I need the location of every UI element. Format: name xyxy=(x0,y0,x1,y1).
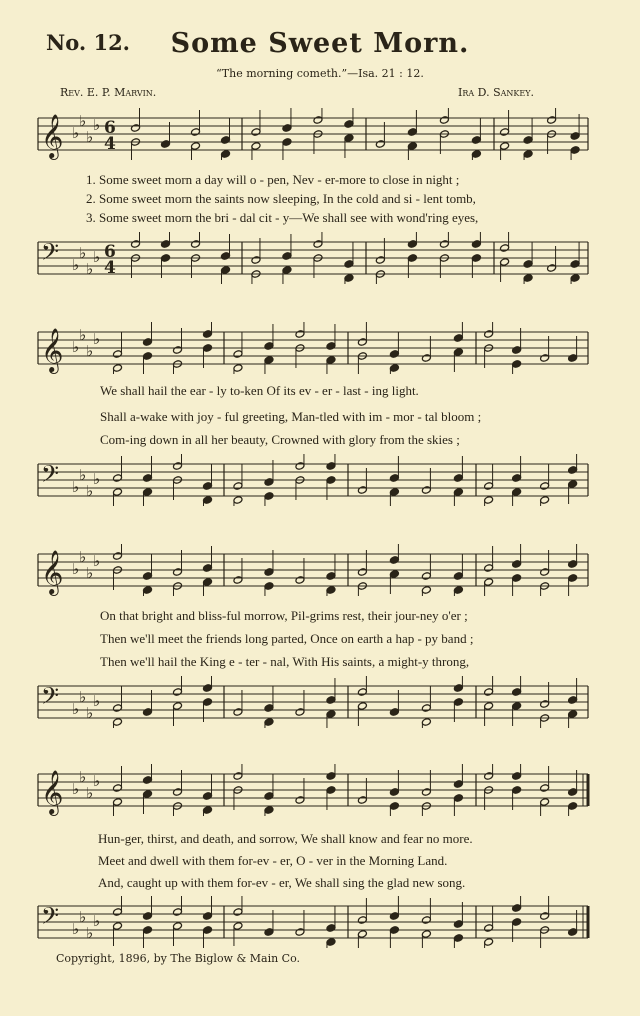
note-head xyxy=(173,702,183,711)
note-head xyxy=(568,928,578,937)
note-head xyxy=(326,356,336,365)
copyright-notice: Copyright, 1896, by The Biglow & Main Co. xyxy=(56,952,301,965)
note-head xyxy=(512,772,522,781)
note-head xyxy=(540,798,550,807)
note-head xyxy=(570,132,580,141)
note-head xyxy=(407,254,417,263)
note-head xyxy=(143,912,153,921)
note-head xyxy=(173,462,183,471)
flat-icon: ♭ xyxy=(79,466,87,484)
note-head xyxy=(143,790,153,799)
note-head xyxy=(143,488,153,497)
note-head xyxy=(113,364,123,373)
note-head xyxy=(113,474,123,483)
note-head xyxy=(357,796,367,805)
note-head xyxy=(264,718,274,727)
note-head xyxy=(453,334,463,343)
note-head xyxy=(203,344,213,353)
lyric-line: Then we'll meet the friends long parted, Once on earth a hap - py band ; xyxy=(100,631,474,646)
note-head xyxy=(389,570,399,579)
note-head xyxy=(313,240,323,249)
note-head xyxy=(540,354,550,363)
note-head xyxy=(173,346,183,355)
time-signature: 4 xyxy=(104,258,116,278)
note-head xyxy=(295,708,305,717)
note-head xyxy=(295,462,305,471)
bass-staff xyxy=(0,454,640,506)
note-head xyxy=(540,482,550,491)
note-head xyxy=(453,698,463,707)
note-head xyxy=(568,696,578,705)
flat-icon: ♭ xyxy=(72,478,80,496)
note-head xyxy=(570,274,580,283)
note-head xyxy=(568,574,578,583)
note-head xyxy=(131,124,141,133)
note-head xyxy=(326,924,336,933)
note-head xyxy=(421,354,431,363)
note-head xyxy=(471,240,481,249)
note-head xyxy=(326,786,336,795)
note-head xyxy=(113,704,123,713)
flat-icon: ♭ xyxy=(93,330,101,348)
lyric-line: Hun-ger, thirst, and death, and sorrow, We shall know and fear no more. xyxy=(98,831,473,846)
flat-icon: ♭ xyxy=(72,700,80,718)
note-head xyxy=(568,802,578,811)
treble-staff xyxy=(0,322,640,374)
note-head xyxy=(203,684,213,693)
note-head xyxy=(295,576,305,585)
note-head xyxy=(453,348,463,357)
note-head xyxy=(357,486,367,495)
note-head xyxy=(326,572,336,581)
note-head xyxy=(203,496,213,505)
note-head xyxy=(344,120,354,129)
note-head xyxy=(203,482,213,491)
note-head xyxy=(540,912,550,921)
note-head xyxy=(233,350,243,359)
composer-credit: Ira D. Sankey. xyxy=(458,86,534,99)
note-head xyxy=(203,698,213,707)
note-head xyxy=(484,772,494,781)
note-head xyxy=(568,788,578,797)
note-head xyxy=(523,260,533,269)
note-head xyxy=(407,128,417,137)
note-head xyxy=(251,142,261,151)
note-head xyxy=(173,788,183,797)
note-head xyxy=(282,138,292,147)
lyric-line: Shall a-wake with joy - ful greeting, Man-tled with im - mor - tal bloom ; xyxy=(100,409,482,424)
note-head xyxy=(389,488,399,497)
note-head xyxy=(233,576,243,585)
note-head xyxy=(264,342,274,351)
note-head xyxy=(326,772,336,781)
note-head xyxy=(264,928,274,937)
note-head xyxy=(500,142,510,151)
bass-staff xyxy=(0,232,640,284)
note-head xyxy=(523,274,533,283)
note-head xyxy=(264,792,274,801)
note-head xyxy=(357,568,367,577)
note-head xyxy=(512,688,522,697)
note-head xyxy=(484,564,494,573)
note-head xyxy=(203,564,213,573)
note-head xyxy=(512,702,522,711)
note-head xyxy=(264,806,274,815)
note-head xyxy=(143,776,153,785)
flat-icon: ♭ xyxy=(72,560,80,578)
note-head xyxy=(203,578,213,587)
note-head xyxy=(512,488,522,497)
note-head xyxy=(203,792,213,801)
note-head xyxy=(512,904,522,913)
flat-icon: ♭ xyxy=(93,248,101,266)
note-head xyxy=(375,140,385,149)
note-head xyxy=(389,912,399,921)
note-head xyxy=(113,922,123,931)
note-head xyxy=(191,128,201,137)
note-head xyxy=(203,806,213,815)
note-head xyxy=(357,916,367,925)
treble-clef-icon: 𝄞 xyxy=(41,550,64,594)
lyric-line: Meet and dwell with them for-ev - er, O - ver in the Morning Land. xyxy=(98,853,448,868)
note-head xyxy=(453,794,463,803)
note-head xyxy=(484,688,494,697)
note-head xyxy=(357,702,367,711)
flat-icon: ♭ xyxy=(93,692,101,710)
flat-icon: ♭ xyxy=(79,548,87,566)
note-head xyxy=(233,482,243,491)
note-head xyxy=(421,916,431,925)
note-head xyxy=(143,352,153,361)
note-head xyxy=(540,568,550,577)
note-head xyxy=(421,930,431,939)
note-head xyxy=(568,480,578,489)
bass-clef-icon: 𝄢 xyxy=(41,902,60,935)
note-head xyxy=(568,710,578,719)
note-head xyxy=(143,572,153,581)
flat-icon: ♭ xyxy=(86,342,94,360)
flat-icon: ♭ xyxy=(79,908,87,926)
treble-staff xyxy=(0,108,640,160)
note-head xyxy=(357,338,367,347)
flat-icon: ♭ xyxy=(93,772,101,790)
note-head xyxy=(540,496,550,505)
note-head xyxy=(203,926,213,935)
note-head xyxy=(570,260,580,269)
note-head xyxy=(540,784,550,793)
treble-staff xyxy=(0,764,640,816)
note-head xyxy=(389,926,399,935)
note-head xyxy=(357,930,367,939)
note-head xyxy=(421,704,431,713)
lyric-line: We shall hail the ear - ly to-ken Of its ev - er - last - ing light. xyxy=(100,383,419,398)
note-head xyxy=(439,116,449,125)
note-head xyxy=(421,788,431,797)
note-head xyxy=(484,330,494,339)
flat-icon: ♭ xyxy=(86,784,94,802)
note-head xyxy=(568,354,578,363)
note-head xyxy=(484,496,494,505)
note-head xyxy=(453,684,463,693)
note-head xyxy=(453,780,463,789)
note-head xyxy=(421,572,431,581)
note-head xyxy=(326,710,336,719)
bass-clef-icon: 𝄢 xyxy=(41,238,60,271)
note-head xyxy=(233,922,243,931)
note-head xyxy=(143,586,153,595)
note-head xyxy=(389,474,399,483)
note-head xyxy=(143,338,153,347)
note-head xyxy=(221,252,231,261)
note-head xyxy=(547,264,557,273)
note-head xyxy=(326,476,336,485)
note-head xyxy=(421,718,431,727)
flat-icon: ♭ xyxy=(79,688,87,706)
note-head xyxy=(251,256,261,265)
flat-icon: ♭ xyxy=(93,552,101,570)
note-head xyxy=(389,556,399,565)
note-head xyxy=(512,360,522,369)
flat-icon: ♭ xyxy=(79,326,87,344)
note-head xyxy=(113,784,123,793)
flat-icon: ♭ xyxy=(72,920,80,938)
note-head xyxy=(143,708,153,717)
note-head xyxy=(161,240,171,249)
note-head xyxy=(282,252,292,261)
bass-staff xyxy=(0,676,640,728)
lyric-line: Then we'll hail the King e - ter - nal, With His saints, a might-y throng, xyxy=(100,654,470,669)
note-head xyxy=(161,254,171,263)
note-head xyxy=(512,474,522,483)
note-head xyxy=(295,928,305,937)
bass-staff xyxy=(0,896,640,948)
note-head xyxy=(568,560,578,569)
note-head xyxy=(173,908,183,917)
note-head xyxy=(484,482,494,491)
note-head xyxy=(221,136,231,145)
note-head xyxy=(264,492,274,501)
note-head xyxy=(264,478,274,487)
treble-clef-icon: 𝄞 xyxy=(41,328,64,372)
flat-icon: ♭ xyxy=(72,124,80,142)
lyric-line: 3. Some sweet morn the bri - dal cit - y—We shall see with wond'ring eyes, xyxy=(86,210,479,225)
note-head xyxy=(421,486,431,495)
note-head xyxy=(344,134,354,143)
note-head xyxy=(568,466,578,475)
note-head xyxy=(203,912,213,921)
note-head xyxy=(471,136,481,145)
note-head xyxy=(326,462,336,471)
flat-icon: ♭ xyxy=(93,470,101,488)
note-head xyxy=(191,240,201,249)
note-head xyxy=(484,578,494,587)
note-head xyxy=(131,240,141,249)
flat-icon: ♭ xyxy=(86,482,94,500)
note-head xyxy=(344,260,354,269)
flat-icon: ♭ xyxy=(86,704,94,722)
time-signature: 6 xyxy=(104,242,116,262)
flat-icon: ♭ xyxy=(72,780,80,798)
note-head xyxy=(113,552,123,561)
note-head xyxy=(389,364,399,373)
note-head xyxy=(570,146,580,155)
flat-icon: ♭ xyxy=(86,564,94,582)
flat-icon: ♭ xyxy=(86,128,94,146)
note-head xyxy=(161,140,171,149)
note-head xyxy=(453,474,463,483)
flat-icon: ♭ xyxy=(79,244,87,262)
note-head xyxy=(233,908,243,917)
lyric-line: Com-ing down in all her beauty, Crowned with glory from the skies ; xyxy=(100,432,460,447)
note-head xyxy=(233,708,243,717)
lyric-line: 2. Some sweet morn the saints now sleeping, In the cold and si - lent tomb, xyxy=(86,191,476,206)
flat-icon: ♭ xyxy=(86,924,94,942)
note-head xyxy=(471,254,481,263)
note-head xyxy=(453,920,463,929)
note-head xyxy=(191,142,201,151)
note-head xyxy=(523,150,533,159)
note-head xyxy=(251,128,261,137)
lyric-line: 1. Some sweet morn a day will o - pen, Nev - er-more to close in night ; xyxy=(86,172,460,187)
flat-icon: ♭ xyxy=(93,116,101,134)
note-head xyxy=(221,150,231,159)
bass-clef-icon: 𝄢 xyxy=(41,460,60,493)
note-head xyxy=(264,704,274,713)
note-head xyxy=(484,938,494,947)
flat-icon: ♭ xyxy=(72,256,80,274)
note-head xyxy=(484,702,494,711)
note-head xyxy=(326,938,336,947)
note-head xyxy=(326,696,336,705)
note-head xyxy=(389,802,399,811)
note-head xyxy=(512,574,522,583)
note-head xyxy=(471,150,481,159)
note-head xyxy=(173,922,183,931)
note-head xyxy=(326,586,336,595)
note-head xyxy=(326,342,336,351)
note-head xyxy=(512,346,522,355)
note-head xyxy=(439,240,449,249)
note-head xyxy=(453,572,463,581)
note-head xyxy=(453,586,463,595)
note-head xyxy=(173,568,183,577)
note-head xyxy=(512,786,522,795)
note-head xyxy=(389,350,399,359)
lyric-line: On that bright and bliss-ful morrow, Pil-grims rest, their jour-ney o'er ; xyxy=(100,608,468,623)
note-head xyxy=(221,266,231,275)
note-head xyxy=(547,116,557,125)
treble-staff xyxy=(0,544,640,596)
note-head xyxy=(264,582,274,591)
note-head xyxy=(113,798,123,807)
lyricist-credit: Rev. E. P. Marvin. xyxy=(60,86,157,99)
note-head xyxy=(113,350,123,359)
note-head xyxy=(113,488,123,497)
note-head xyxy=(500,244,510,253)
note-head xyxy=(295,796,305,805)
note-head xyxy=(295,330,305,339)
note-head xyxy=(407,240,417,249)
note-head xyxy=(523,136,533,145)
note-head xyxy=(389,708,399,717)
lyric-line: And, caught up with them for-ev - er, We shall sing the glad new song. xyxy=(98,875,466,890)
note-head xyxy=(233,772,243,781)
hymn-number: No. 12. xyxy=(46,30,130,55)
note-head xyxy=(282,124,292,133)
time-signature: 6 xyxy=(104,118,116,138)
flat-icon: ♭ xyxy=(86,260,94,278)
flat-icon: ♭ xyxy=(93,912,101,930)
note-head xyxy=(113,718,123,727)
note-head xyxy=(421,586,431,595)
note-head xyxy=(407,142,417,151)
note-head xyxy=(500,258,510,267)
note-head xyxy=(143,474,153,483)
note-head xyxy=(313,116,323,125)
note-head xyxy=(512,560,522,569)
flat-icon: ♭ xyxy=(72,338,80,356)
note-head xyxy=(484,924,494,933)
note-head xyxy=(500,128,510,137)
note-head xyxy=(233,496,243,505)
note-head xyxy=(113,908,123,917)
note-head xyxy=(264,568,274,577)
note-head xyxy=(344,274,354,283)
note-head xyxy=(540,700,550,709)
flat-icon: ♭ xyxy=(79,768,87,786)
note-head xyxy=(453,934,463,943)
note-head xyxy=(173,688,183,697)
flat-icon: ♭ xyxy=(79,112,87,130)
note-head xyxy=(512,918,522,927)
note-head xyxy=(453,488,463,497)
note-head xyxy=(143,926,153,935)
note-head xyxy=(375,256,385,265)
note-head xyxy=(233,364,243,373)
bass-clef-icon: 𝄢 xyxy=(41,682,60,715)
note-head xyxy=(282,266,292,275)
note-head xyxy=(357,688,367,697)
treble-clef-icon: 𝄞 xyxy=(41,114,64,158)
note-head xyxy=(264,356,274,365)
time-signature: 4 xyxy=(104,134,116,154)
note-head xyxy=(203,330,213,339)
hymn-title: Some Sweet Morn. xyxy=(170,28,470,59)
scripture-epigraph: “The morning cometh.”—Isa. 21 : 12. xyxy=(216,67,424,80)
treble-clef-icon: 𝄞 xyxy=(41,770,64,814)
note-head xyxy=(389,788,399,797)
